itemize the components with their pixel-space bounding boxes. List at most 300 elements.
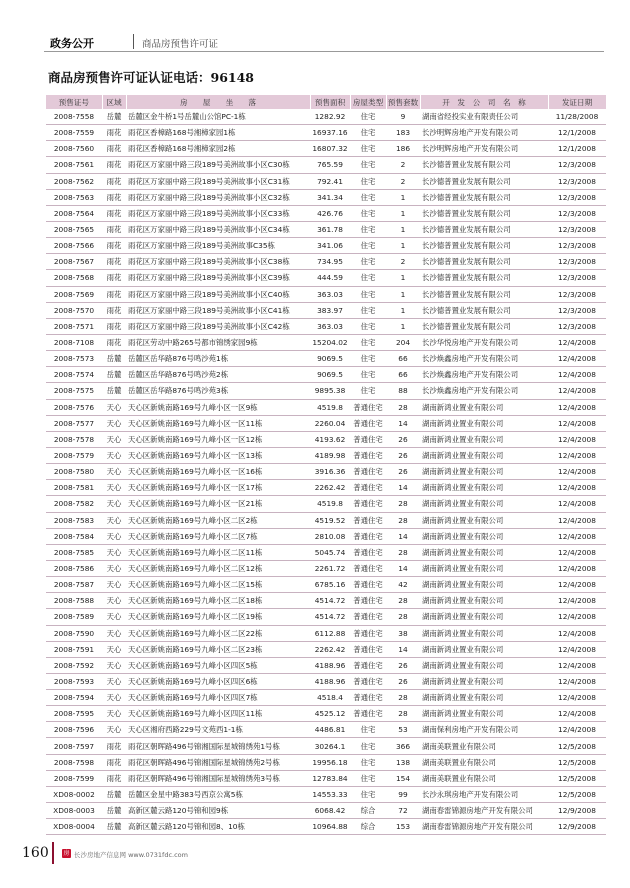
issue-date-cell: 12/4/2008 [548, 641, 606, 657]
district-cell: 雨花 [102, 254, 126, 270]
developer-name-cell: 湖南春雷锦源房地产开发有限公司 [420, 819, 548, 835]
district-cell: 天心 [102, 512, 126, 528]
permit-number-cell: 2008-7582 [46, 496, 102, 512]
header-divider [133, 34, 134, 49]
property-address-cell: 雨花区万家丽中路三段189号美洲故事小区C32栋 [126, 189, 310, 205]
district-cell: 岳麓 [102, 803, 126, 819]
unit-count-cell: 1 [386, 270, 420, 286]
presale-area-cell: 15204.02 [310, 334, 350, 350]
unit-count-cell: 14 [386, 641, 420, 657]
unit-count-cell: 366 [386, 738, 420, 754]
permit-number-cell: 2008-7594 [46, 690, 102, 706]
property-type-cell: 住宅 [350, 770, 386, 786]
property-type-cell: 住宅 [350, 302, 386, 318]
district-cell: 天心 [102, 560, 126, 576]
table-row [46, 367, 606, 383]
issue-date-cell: 12/3/2008 [548, 286, 606, 302]
presale-area-cell: 734.95 [310, 254, 350, 270]
table-row [46, 770, 606, 786]
table-row [46, 205, 606, 221]
district-cell: 雨花 [102, 125, 126, 141]
property-address-cell: 雨花区朝晖路496号锦湘国际星城锦绣苑3号栋 [126, 770, 310, 786]
district-cell: 天心 [102, 496, 126, 512]
property-type-cell: 住宅 [350, 125, 386, 141]
permit-number-cell: 2008-7562 [46, 173, 102, 189]
district-cell: 岳麓 [102, 819, 126, 835]
property-address-cell: 高新区麓云路120号锦和园9栋 [126, 803, 310, 819]
permit-number-cell: 2008-7589 [46, 609, 102, 625]
table-row [46, 673, 606, 689]
district-cell: 雨花 [102, 238, 126, 254]
unit-count-cell: 2 [386, 254, 420, 270]
property-address-cell: 天心区新姚南路169号九峰小区一区9栋 [126, 399, 310, 415]
unit-count-cell: 153 [386, 819, 420, 835]
developer-name-cell: 湖南新鸿业置业有限公司 [420, 560, 548, 576]
permit-number-cell: 2008-7595 [46, 706, 102, 722]
property-type-cell: 普通住宅 [350, 609, 386, 625]
developer-name-cell: 湖南新鸿业置业有限公司 [420, 399, 548, 415]
property-type-cell: 普通住宅 [350, 625, 386, 641]
presale-area-cell: 363.03 [310, 318, 350, 334]
property-address-cell: 天心区新姚南路169号九峰小区四区7栋 [126, 690, 310, 706]
unit-count-cell: 38 [386, 625, 420, 641]
issue-date-cell: 12/4/2008 [548, 496, 606, 512]
table-body [46, 109, 606, 835]
table-row [46, 399, 606, 415]
unit-count-cell: 28 [386, 706, 420, 722]
unit-count-cell: 28 [386, 609, 420, 625]
developer-name-cell: 湖南新鸿业置业有限公司 [420, 625, 548, 641]
developer-name-cell: 湖南新鸿业置业有限公司 [420, 464, 548, 480]
property-address-cell: 雨花区万家丽中路三段189号美洲故事小区C34栋 [126, 221, 310, 237]
presale-area-cell: 16807.32 [310, 141, 350, 157]
property-address-cell: 天心区新姚南路169号九峰小区一区21栋 [126, 496, 310, 512]
property-type-cell: 住宅 [350, 221, 386, 237]
table-row [46, 109, 606, 125]
presale-area-cell: 4514.72 [310, 593, 350, 609]
issue-date-cell: 12/4/2008 [548, 609, 606, 625]
presale-area-cell: 444.59 [310, 270, 350, 286]
unit-count-cell: 9 [386, 109, 420, 125]
district-cell: 岳麓 [102, 786, 126, 802]
presale-area-cell: 19956.18 [310, 754, 350, 770]
permit-number-cell: 2008-7586 [46, 560, 102, 576]
developer-name-cell: 湖南新鸿业置业有限公司 [420, 673, 548, 689]
table-row [46, 641, 606, 657]
developer-name-cell: 长沙德普置业发展有限公司 [420, 157, 548, 173]
property-type-cell: 普通住宅 [350, 480, 386, 496]
presale-area-cell: 4188.96 [310, 673, 350, 689]
developer-name-cell: 湖南新鸿业置业有限公司 [420, 544, 548, 560]
district-cell: 岳麓 [102, 367, 126, 383]
permit-number-cell: 2008-7566 [46, 238, 102, 254]
presale-area-cell: 9069.5 [310, 367, 350, 383]
unit-count-cell: 2 [386, 173, 420, 189]
table-row [46, 819, 606, 835]
issue-date-cell: 12/4/2008 [548, 673, 606, 689]
site-logo-icon: 房 [63, 850, 70, 857]
unit-count-cell: 99 [386, 786, 420, 802]
footer-accent-bar [52, 842, 54, 864]
developer-name-cell: 长沙德普置业发展有限公司 [420, 238, 548, 254]
developer-name-cell: 湖南保利房地产开发有限公司 [420, 722, 548, 738]
property-address-cell: 天心区新姚南路169号九峰小区四区6栋 [126, 673, 310, 689]
unit-count-cell: 183 [386, 125, 420, 141]
table-row [46, 706, 606, 722]
permit-number-cell: 2008-7573 [46, 351, 102, 367]
table-row [46, 722, 606, 738]
property-type-cell: 住宅 [350, 157, 386, 173]
property-address-cell: 雨花区万家丽中路三段189号美洲故事小区C39栋 [126, 270, 310, 286]
unit-count-cell: 14 [386, 480, 420, 496]
property-type-cell: 住宅 [350, 738, 386, 754]
property-address-cell: 岳麓区金牛桥1号岳麓山公馆PC-1栋 [126, 109, 310, 125]
presale-area-cell: 6068.42 [310, 803, 350, 819]
issue-date-cell: 11/28/2008 [548, 109, 606, 125]
property-type-cell: 住宅 [350, 141, 386, 157]
developer-name-cell: 长沙德普置业发展有限公司 [420, 318, 548, 334]
property-address-cell: 天心区新姚南路169号九峰小区二区19栋 [126, 609, 310, 625]
issue-date-cell: 12/3/2008 [548, 254, 606, 270]
presale-area-cell: 6785.16 [310, 577, 350, 593]
property-address-cell: 天心区新姚南路169号九峰小区一区17栋 [126, 480, 310, 496]
unit-count-cell: 154 [386, 770, 420, 786]
issue-date-cell: 12/3/2008 [548, 205, 606, 221]
permit-number-cell: 2008-7568 [46, 270, 102, 286]
issue-date-cell: 12/3/2008 [548, 238, 606, 254]
presale-area-cell: 10964.88 [310, 819, 350, 835]
developer-name-cell: 长沙明辉房地产开发有限公司 [420, 141, 548, 157]
property-type-cell: 住宅 [350, 754, 386, 770]
property-type-cell: 普通住宅 [350, 512, 386, 528]
issue-date-cell: 12/4/2008 [548, 657, 606, 673]
table-row [46, 125, 606, 141]
permit-number-cell: 2008-7588 [46, 593, 102, 609]
developer-name-cell: 长沙焕鑫房地产开发有限公司 [420, 367, 548, 383]
district-cell: 天心 [102, 431, 126, 447]
district-cell: 雨花 [102, 738, 126, 754]
district-cell: 天心 [102, 641, 126, 657]
column-header: 房 屋 坐 落 [126, 95, 310, 109]
property-address-cell: 天心区新姚南路169号九峰小区一区13栋 [126, 447, 310, 463]
district-cell: 天心 [102, 673, 126, 689]
permit-number-cell: XD08-0003 [46, 803, 102, 819]
district-cell: 天心 [102, 399, 126, 415]
property-address-cell: 天心区新姚南路169号九峰小区二区15栋 [126, 577, 310, 593]
developer-name-cell: 湖南新鸿业置业有限公司 [420, 480, 548, 496]
property-address-cell: 天心区新姚南路169号九峰小区二区18栋 [126, 593, 310, 609]
property-type-cell: 综合 [350, 819, 386, 835]
presale-area-cell: 4519.8 [310, 399, 350, 415]
property-address-cell: 雨花区香樟路168号湘樟家园2栋 [126, 141, 310, 157]
issue-date-cell: 12/4/2008 [548, 415, 606, 431]
developer-name-cell: 长沙德普置业发展有限公司 [420, 173, 548, 189]
property-address-cell: 天心区新姚南路169号九峰小区四区5栋 [126, 657, 310, 673]
permit-number-cell: 2008-7577 [46, 415, 102, 431]
district-cell: 雨花 [102, 173, 126, 189]
developer-name-cell: 湖南新鸿业置业有限公司 [420, 593, 548, 609]
developer-name-cell: 湖南春雷锦源房地产开发有限公司 [420, 803, 548, 819]
presale-area-cell: 4486.81 [310, 722, 350, 738]
permit-number-cell: 2008-7587 [46, 577, 102, 593]
property-address-cell: 岳麓区金星中路383号西京公寓5栋 [126, 786, 310, 802]
table-row [46, 270, 606, 286]
permit-number-cell: 2008-7592 [46, 657, 102, 673]
issue-date-cell: 12/4/2008 [548, 480, 606, 496]
permit-number-cell: 2008-7585 [46, 544, 102, 560]
issue-date-cell: 12/3/2008 [548, 157, 606, 173]
issue-date-cell: 12/4/2008 [548, 722, 606, 738]
unit-count-cell: 53 [386, 722, 420, 738]
district-cell: 天心 [102, 528, 126, 544]
permit-number-cell: 2008-7560 [46, 141, 102, 157]
table-row [46, 690, 606, 706]
unit-count-cell: 14 [386, 560, 420, 576]
unit-count-cell: 1 [386, 205, 420, 221]
permit-number-cell: 2008-7558 [46, 109, 102, 125]
issue-date-cell: 12/4/2008 [548, 351, 606, 367]
district-cell: 岳麓 [102, 109, 126, 125]
district-cell: 天心 [102, 706, 126, 722]
permit-number-cell: 2008-7583 [46, 512, 102, 528]
issue-date-cell: 12/4/2008 [548, 383, 606, 399]
property-type-cell: 住宅 [350, 205, 386, 221]
table-row [46, 560, 606, 576]
developer-name-cell: 湖南新鸿业置业有限公司 [420, 657, 548, 673]
property-address-cell: 雨花区万家丽中路三段189号美洲故事小区C41栋 [126, 302, 310, 318]
permit-number-cell: 2008-7590 [46, 625, 102, 641]
unit-count-cell: 204 [386, 334, 420, 350]
developer-name-cell: 湖南新鸿业置业有限公司 [420, 447, 548, 463]
presale-area-cell: 383.97 [310, 302, 350, 318]
developer-name-cell: 长沙永琪房地产开发有限公司 [420, 786, 548, 802]
property-type-cell: 住宅 [350, 334, 386, 350]
presale-area-cell: 3916.36 [310, 464, 350, 480]
district-cell: 天心 [102, 657, 126, 673]
column-header: 预售证号 [46, 95, 102, 109]
unit-count-cell: 28 [386, 544, 420, 560]
unit-count-cell: 1 [386, 302, 420, 318]
permit-number-cell: 2008-7565 [46, 221, 102, 237]
issue-date-cell: 12/5/2008 [548, 738, 606, 754]
issue-date-cell: 12/4/2008 [548, 512, 606, 528]
presale-area-cell: 341.34 [310, 189, 350, 205]
table-row [46, 157, 606, 173]
table-row [46, 286, 606, 302]
unit-count-cell: 1 [386, 189, 420, 205]
property-address-cell: 天心区新姚南路169号九峰小区一区11栋 [126, 415, 310, 431]
table-row [46, 738, 606, 754]
table-row [46, 480, 606, 496]
issue-date-cell: 12/3/2008 [548, 173, 606, 189]
district-cell: 雨花 [102, 334, 126, 350]
property-type-cell: 普通住宅 [350, 560, 386, 576]
permit-number-cell: 2008-7580 [46, 464, 102, 480]
property-type-cell: 普通住宅 [350, 690, 386, 706]
permit-number-cell: 2008-7108 [46, 334, 102, 350]
permit-number-cell: 2008-7576 [46, 399, 102, 415]
permit-number-cell: 2008-7561 [46, 157, 102, 173]
district-cell: 雨花 [102, 189, 126, 205]
table-row [46, 173, 606, 189]
issue-date-cell: 12/3/2008 [548, 189, 606, 205]
district-cell: 雨花 [102, 141, 126, 157]
developer-name-cell: 长沙德普置业发展有限公司 [420, 205, 548, 221]
issue-date-cell: 12/1/2008 [548, 125, 606, 141]
table-row [46, 415, 606, 431]
developer-name-cell: 湖南新鸿业置业有限公司 [420, 415, 548, 431]
permit-number-cell: 2008-7574 [46, 367, 102, 383]
district-cell: 天心 [102, 609, 126, 625]
issue-date-cell: 12/4/2008 [548, 447, 606, 463]
table-row [46, 528, 606, 544]
property-type-cell: 普通住宅 [350, 577, 386, 593]
permit-number-cell: 2008-7564 [46, 205, 102, 221]
property-address-cell: 雨花区万家丽中路三段189号美洲故事小区C33栋 [126, 205, 310, 221]
district-cell: 雨花 [102, 318, 126, 334]
column-header: 预售套数 [386, 95, 420, 109]
column-header: 房屋类型 [350, 95, 386, 109]
unit-count-cell: 28 [386, 690, 420, 706]
table-row [46, 803, 606, 819]
issue-date-cell: 12/4/2008 [548, 706, 606, 722]
property-address-cell: 天心区新姚南路169号九峰小区二区2栋 [126, 512, 310, 528]
permit-number-cell: 2008-7578 [46, 431, 102, 447]
property-address-cell: 高新区麓云路120号锦和园8、10栋 [126, 819, 310, 835]
permit-number-cell: 2008-7570 [46, 302, 102, 318]
issue-date-cell: 12/5/2008 [548, 754, 606, 770]
table-row [46, 351, 606, 367]
presale-area-cell: 12783.84 [310, 770, 350, 786]
unit-count-cell: 26 [386, 431, 420, 447]
unit-count-cell: 2 [386, 157, 420, 173]
property-address-cell: 天心区湘府西路229号文苑西1-1栋 [126, 722, 310, 738]
permit-number-cell: 2008-7599 [46, 770, 102, 786]
issue-date-cell: 12/4/2008 [548, 334, 606, 350]
district-cell: 天心 [102, 577, 126, 593]
footer-text: 长沙房地产信息网 www.0731fdc.com [74, 851, 188, 859]
district-cell: 雨花 [102, 270, 126, 286]
property-address-cell: 天心区新姚南路169号九峰小区二区11栋 [126, 544, 310, 560]
permit-number-cell: 2008-7598 [46, 754, 102, 770]
permit-number-cell: 2008-7571 [46, 318, 102, 334]
issue-date-cell: 12/4/2008 [548, 625, 606, 641]
property-type-cell: 普通住宅 [350, 673, 386, 689]
presale-area-cell: 2810.08 [310, 528, 350, 544]
developer-name-cell: 湖南新鸿业置业有限公司 [420, 431, 548, 447]
district-cell: 天心 [102, 593, 126, 609]
property-type-cell: 住宅 [350, 351, 386, 367]
issue-date-cell: 12/9/2008 [548, 803, 606, 819]
unit-count-cell: 88 [386, 383, 420, 399]
developer-name-cell: 长沙德普置业发展有限公司 [420, 221, 548, 237]
property-type-cell: 普通住宅 [350, 431, 386, 447]
property-address-cell: 雨花区万家丽中路三段189号美洲故事小区C38栋 [126, 254, 310, 270]
unit-count-cell: 72 [386, 803, 420, 819]
property-type-cell: 住宅 [350, 254, 386, 270]
district-cell: 天心 [102, 625, 126, 641]
presale-area-cell: 361.78 [310, 221, 350, 237]
unit-count-cell: 26 [386, 447, 420, 463]
permit-number-cell: 2008-7569 [46, 286, 102, 302]
developer-name-cell: 湖南新鸿业置业有限公司 [420, 528, 548, 544]
permit-number-cell: 2008-7579 [46, 447, 102, 463]
issue-date-cell: 12/3/2008 [548, 270, 606, 286]
issue-date-cell: 12/1/2008 [548, 141, 606, 157]
issue-date-cell: 12/4/2008 [548, 399, 606, 415]
table-row [46, 609, 606, 625]
developer-name-cell: 湖南美联置业有限公司 [420, 770, 548, 786]
district-cell: 天心 [102, 415, 126, 431]
table-row [46, 431, 606, 447]
presale-area-cell: 4525.12 [310, 706, 350, 722]
developer-name-cell: 长沙德普置业发展有限公司 [420, 286, 548, 302]
table-row [46, 464, 606, 480]
presale-area-cell: 2262.42 [310, 480, 350, 496]
unit-count-cell: 26 [386, 673, 420, 689]
property-type-cell: 普通住宅 [350, 528, 386, 544]
property-type-cell: 普通住宅 [350, 641, 386, 657]
presale-area-cell: 2260.04 [310, 415, 350, 431]
property-type-cell: 住宅 [350, 238, 386, 254]
permit-number-cell: 2008-7563 [46, 189, 102, 205]
presale-area-cell: 14553.33 [310, 786, 350, 802]
table-row [46, 334, 606, 350]
property-address-cell: 雨花区朝晖路496号锦湘国际星城锦绣苑2号栋 [126, 754, 310, 770]
property-type-cell: 住宅 [350, 318, 386, 334]
presale-area-cell: 4514.72 [310, 609, 350, 625]
district-cell: 天心 [102, 690, 126, 706]
developer-name-cell: 湖南美联置业有限公司 [420, 738, 548, 754]
property-type-cell: 普通住宅 [350, 544, 386, 560]
presale-area-cell: 363.03 [310, 286, 350, 302]
table-row [46, 544, 606, 560]
table-row [46, 625, 606, 641]
district-cell: 雨花 [102, 286, 126, 302]
issue-date-cell: 12/4/2008 [548, 544, 606, 560]
presale-area-cell: 426.76 [310, 205, 350, 221]
presale-area-cell: 1282.92 [310, 109, 350, 125]
presale-area-cell: 341.06 [310, 238, 350, 254]
table-row [46, 318, 606, 334]
presale-area-cell: 30264.1 [310, 738, 350, 754]
table-row [46, 577, 606, 593]
section-title: 政务公开 [50, 37, 94, 50]
permit-number-cell: 2008-7567 [46, 254, 102, 270]
unit-count-cell: 28 [386, 512, 420, 528]
developer-name-cell: 长沙华悦房地产开发有限公司 [420, 334, 548, 350]
table-row [46, 238, 606, 254]
property-address-cell: 天心区新姚南路169号九峰小区一区12栋 [126, 431, 310, 447]
property-type-cell: 住宅 [350, 189, 386, 205]
presale-area-cell: 4519.8 [310, 496, 350, 512]
section-header [44, 30, 604, 52]
presale-area-cell: 4188.96 [310, 657, 350, 673]
property-address-cell: 天心区新姚南路169号九峰小区二区7栋 [126, 528, 310, 544]
presale-area-cell: 4519.52 [310, 512, 350, 528]
issue-date-cell: 12/4/2008 [548, 464, 606, 480]
property-address-cell: 雨花区万家丽中路三段189号美洲故事C35栋 [126, 238, 310, 254]
district-cell: 岳麓 [102, 351, 126, 367]
district-cell: 天心 [102, 722, 126, 738]
developer-name-cell: 湖南新鸿业置业有限公司 [420, 641, 548, 657]
table-row [46, 302, 606, 318]
district-cell: 雨花 [102, 770, 126, 786]
presale-area-cell: 765.59 [310, 157, 350, 173]
unit-count-cell: 66 [386, 367, 420, 383]
permit-table [46, 95, 607, 835]
unit-count-cell: 1 [386, 286, 420, 302]
